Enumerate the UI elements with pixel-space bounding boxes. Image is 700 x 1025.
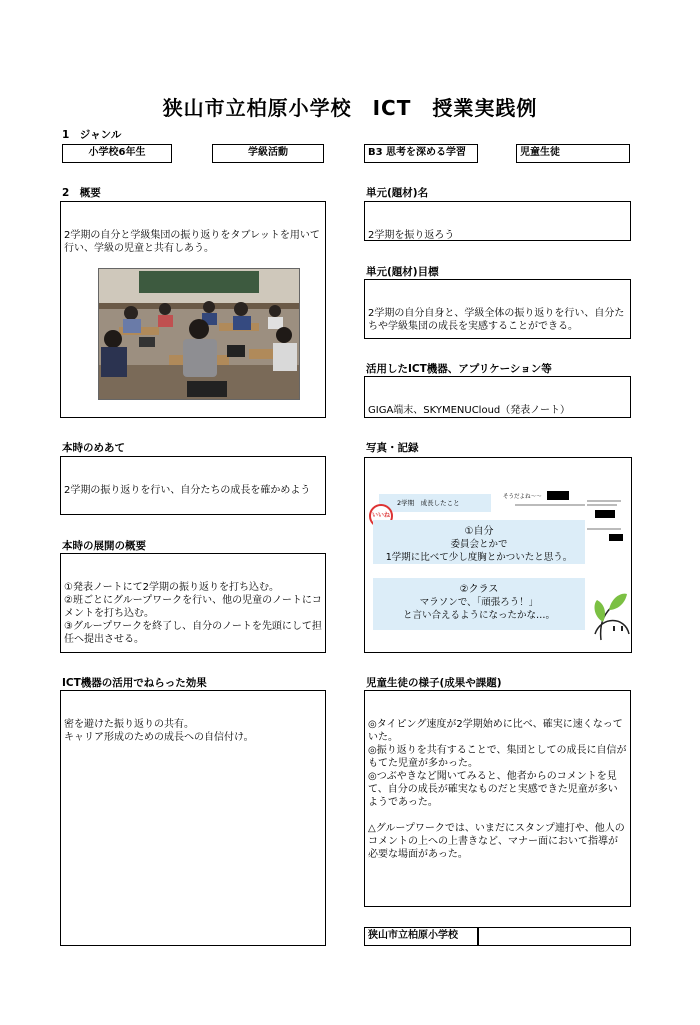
sprout-drawing-icon — [591, 582, 631, 642]
slide-card-self-title: ①自分 — [464, 526, 494, 537]
genre-label: 1 ジャンル — [62, 129, 122, 141]
genre-category: B3 思考を深める学習 — [364, 144, 478, 163]
footer-school: 狭山市立柏原小学校 — [368, 930, 458, 941]
lesson-flow-label: 本時の展開の概要 — [62, 540, 146, 552]
aim-label: 本時のめあて — [62, 442, 125, 454]
classroom-photo — [98, 268, 300, 400]
slide-small-line-3 — [587, 504, 617, 506]
unit-name-label: 単元(題材)名 — [366, 187, 429, 199]
genre-grade: 小学校6年生 — [62, 144, 172, 163]
aim-text: 2学期の振り返りを行い、自分たちの成長を確かめよう — [64, 485, 311, 496]
student-state-label: 児童生徒の様子(成果や課題) — [366, 677, 502, 689]
lesson-flow-text: ①発表ノートにて2学期の振り返りを打ち込む。 ②班ごとにグループワークを行い、他の児童のノートにコメントを打ち込む。 ③グループワークを終了し、自分のノートを先頭にして担任へ提出させる。 — [64, 582, 322, 645]
ict-tools-box — [364, 376, 631, 418]
slide-small-line-4 — [587, 528, 621, 530]
unit-name-text: 2学期を振り返ろう — [368, 230, 455, 241]
footer-divider — [477, 927, 479, 946]
unit-goal-box — [364, 279, 631, 339]
overview-text: 2学期の自分と学級集団の振り返りをタブレットを用いて行い、学級の児童と共有しあう。 — [64, 230, 320, 254]
lesson-flow-box — [60, 553, 326, 653]
slide-comment-top: そうだよね～～ — [503, 494, 542, 500]
footer-school-box — [364, 927, 631, 946]
classroom-photo-image — [99, 269, 299, 399]
unit-name-box — [364, 201, 631, 241]
student-state-text: ◎タイピング速度が2学期始めに比べ、確実に速くなっていた。 ◎振り返りを共有することで、集団としての成長に自信がもてた児童が多かった。 ◎つぶやきなど聞いてみると、他者からのコメントを見て、自分の成長が確実なものだと実感できた児童が多いようであった。 △グループワークでは、いまだにスタンプ連打や、他人のコメントの上への上書きなど、マナー面において指導が必要な場面があった。 — [368, 719, 627, 860]
redacted-name-2 — [595, 510, 615, 518]
photo-record-slide — [364, 457, 632, 653]
stamp-icon: いいね — [369, 504, 393, 528]
slide-card-class-body: マラソンで、「頑張ろう！」 と言い合えるようになったかな…。 — [402, 597, 555, 621]
effect-label: ICT機器の活用でねらった効果 — [62, 677, 207, 689]
photo-record-label: 写真・記録 — [366, 442, 419, 454]
genre-actor: 児童生徒 — [516, 144, 630, 163]
slide-card-self-body: 委員会とかで 1学期に比べて少し度胸とかついたと思う。 — [385, 539, 573, 563]
redacted-name-3 — [609, 534, 623, 541]
overview-label: 2 概要 — [62, 187, 101, 199]
genre-subject: 学級活動 — [212, 144, 324, 163]
ict-tools-label: 活用したICT機器、アプリケーション等 — [366, 363, 552, 375]
slide-card-self — [373, 520, 585, 564]
aim-box — [60, 456, 326, 515]
effect-box — [60, 690, 326, 946]
slide-header: 2学期 成長したこと — [379, 494, 491, 512]
unit-goal-label: 単元(題材)目標 — [366, 266, 439, 278]
effect-text: 密を避けた振り返りの共有。 キャリア形成のための成長への自信付け。 — [64, 719, 254, 743]
unit-goal-text: 2学期の自分自身と、学級全体の振り返りを行い、自分たちや学級集団の成長を実感することができる。 — [368, 308, 625, 332]
slide-card-class — [373, 578, 585, 630]
student-state-box — [364, 690, 631, 907]
slide-small-line-1 — [515, 504, 585, 506]
redacted-name-1 — [547, 491, 569, 500]
page-title: 狭山市立柏原小学校 ICT 授業実践例 — [162, 96, 538, 120]
slide-small-line-2 — [587, 500, 621, 502]
slide-card-class-title: ②クラス — [459, 584, 499, 595]
ict-tools-text: GIGA端末、SKYMENUCloud（発表ノート） — [368, 405, 570, 416]
